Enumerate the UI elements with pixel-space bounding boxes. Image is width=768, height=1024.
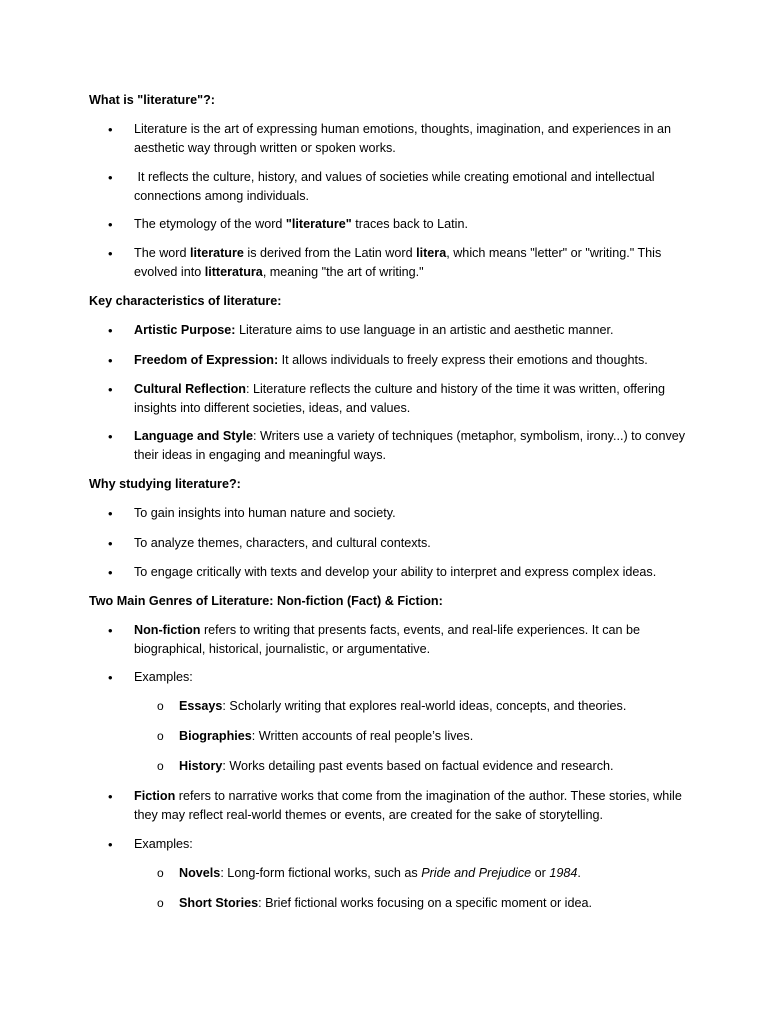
bullet-icon: • (108, 353, 113, 368)
sub-list-item: History: Works detailing past events based on factual evidence and research. (179, 759, 614, 773)
sub-list-item: Short Stories: Brief fictional works focusing on a specific moment or idea. (179, 896, 592, 910)
heading-two-genres: Two Main Genres of Literature: Non-fiction (Fact) & Fiction: (89, 594, 443, 608)
sub-bullet-icon: o (157, 866, 164, 880)
list-item: Examples: (134, 670, 193, 684)
bullet-icon: • (108, 429, 113, 444)
sub-bullet-icon: o (157, 759, 164, 773)
list-item: Artistic Purpose: Literature aims to use language in an artistic and aesthetic manner. (134, 323, 614, 337)
list-item: Literature is the art of expressing human emotions, thoughts, imagination, and experiences in an aesthetic way through written or spoken works. (134, 122, 671, 155)
list-item: Fiction refers to narrative works that come from the imagination of the author. These stories, while they may reflect real-world themes or events, are created for the sake of storytelling. (134, 789, 682, 822)
list-item: To engage critically with texts and develop your ability to interpret and express complex ideas. (134, 565, 657, 579)
list-item: The word literature is derived from the Latin word litera, which means "letter" or "writing." This evolved into litteratura, meaning "the art of writing." (134, 246, 662, 279)
bullet-icon: • (108, 623, 113, 638)
list-item: The etymology of the word "literature" traces back to Latin. (134, 217, 468, 231)
list-item: It reflects the culture, history, and values of societies while creating emotional and intellectual connections among individuals. (134, 170, 659, 203)
bullet-icon: • (108, 122, 113, 137)
sub-list-item: Essays: Scholarly writing that explores real-world ideas, concepts, and theories. (179, 699, 627, 713)
bullet-icon: • (108, 217, 113, 232)
bullet-icon: • (108, 382, 113, 397)
list-item: Freedom of Expression: It allows individuals to freely express their emotions and thoughts. (134, 353, 648, 367)
list-item: Examples: (134, 837, 193, 851)
list-item: To gain insights into human nature and society. (134, 506, 396, 520)
sub-bullet-icon: o (157, 699, 164, 713)
sub-list-item: Biographies: Written accounts of real people’s lives. (179, 729, 474, 743)
bullet-icon: • (108, 506, 113, 521)
heading-key-characteristics: Key characteristics of literature: (89, 294, 282, 308)
sub-list-item: Novels: Long-form fictional works, such as Pride and Prejudice or 1984. (179, 866, 581, 880)
list-item: Language and Style: Writers use a variety of techniques (metaphor, symbolism, irony...) to convey their ideas in engaging and meaningful ways. (134, 429, 686, 462)
bullet-icon: • (108, 323, 113, 338)
sub-bullet-icon: o (157, 896, 164, 910)
heading-what-is-literature: What is "literature"?: (89, 93, 215, 107)
list-item: To analyze themes, characters, and cultural contexts. (134, 536, 431, 550)
bullet-icon: • (108, 536, 113, 551)
heading-why-study: Why studying literature?: (89, 477, 241, 491)
bullet-icon: • (108, 170, 113, 185)
bullet-icon: • (108, 670, 113, 685)
sub-bullet-icon: o (157, 729, 164, 743)
list-item: Non-fiction refers to writing that presents facts, events, and real-life experiences. It can be biographical, historical, journalistic, or argumentative. (134, 623, 641, 656)
list-item: Cultural Reflection: Literature reflects the culture and history of the time it was written, offering insights into different societies, ideas, and values. (134, 382, 666, 415)
bullet-icon: • (108, 246, 113, 261)
bullet-icon: • (108, 565, 113, 580)
bullet-icon: • (108, 837, 113, 852)
bullet-icon: • (108, 789, 113, 804)
